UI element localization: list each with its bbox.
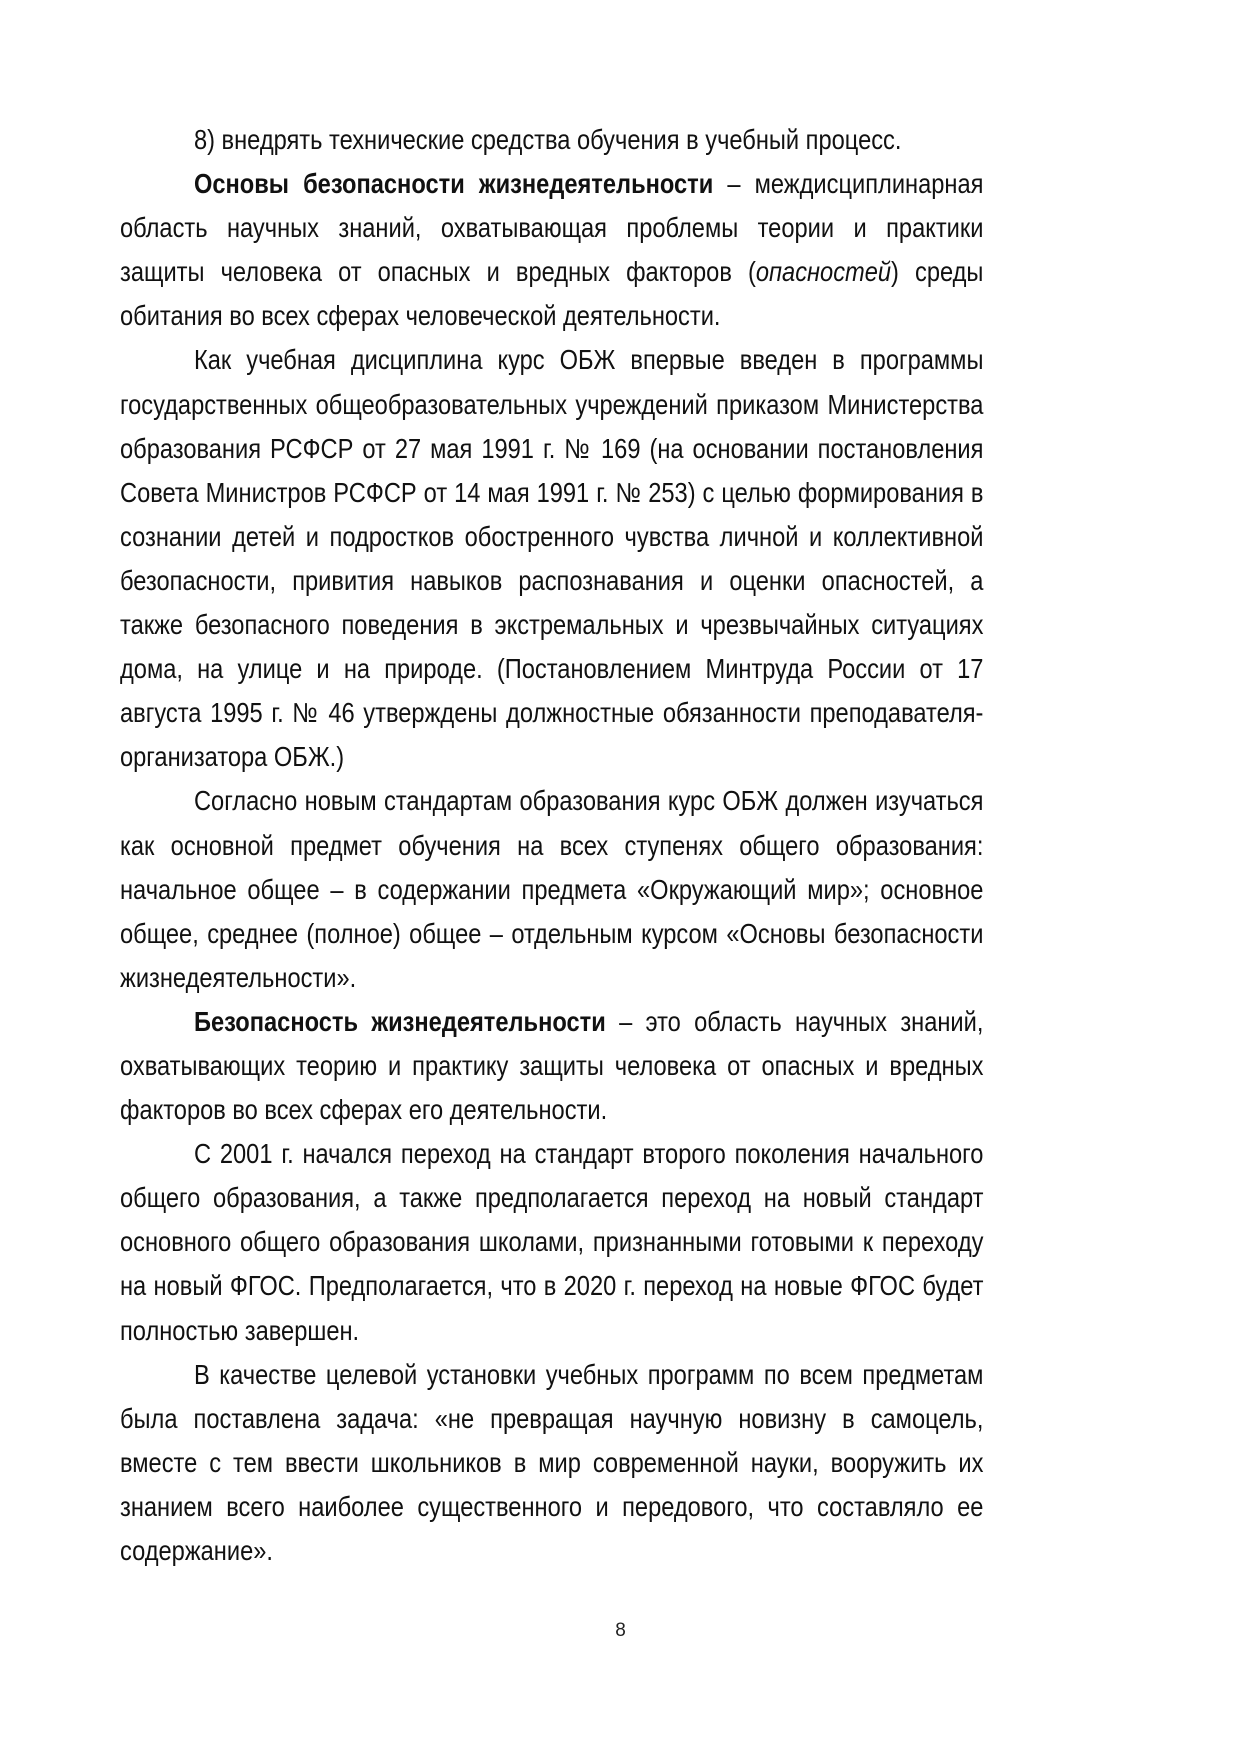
paragraph-osnovy-definition: Основы безопасности жизнедеятельности – междисциплинарная область научных знаний, охватывающая проблемы теории и практики защиты человека от опасных и вредных факторов (опасностей) среды обитания во всех сферах человеческой деятельности. [120,168,984,332]
paragraph-list-item-8: 8) внедрять технические средства обучения в учебный процесс. [193,124,902,155]
paragraph-bzhd-definition: Безопасность жизнедеятельности – это область научных знаний, охватывающих теорию и практику защиты человека от опасных и вредных факторов во всех сферах его деятельности. [120,1005,984,1126]
paragraph-course-history: Как учебная дисциплина курс ОБЖ впервые введен в программы государственных общеобразовательных учреждений приказом Министерства образования РСФСР от 27 мая 1991 г. № 169 (на основании постановления Совета Министров РСФСР от 14 мая 1991 г. № 253) с целью формирования в сознании детей и подростков обостренного чувства личной и коллективной безопасности, привития навыков распознавания и оценки опасностей, а также безопасного поведения в экстремальных и чрезвычайных ситуациях дома, на улице и на природе. (Постановлением Минтруда России от 17 августа 1995 г. № 46 утверждены должностные обязанности преподавателя-организатора ОБЖ.) [120,344,984,773]
body-text [120,118,983,1573]
term-bezopasnost: Безопасность жизнедеятельности [193,1005,606,1037]
page-number: 8 [615,1620,626,1641]
italic-opasnostey: опасностей [755,256,892,288]
paragraph-fgos-transition: С 2001 г. начался переход на стандарт второго поколения начального общего образования, а также предполагается переход на новый стандарт основного общего образования школами, признанными готовыми к переходу на новый ФГОС. Предполагается, что в 2020 г. переход на новые ФГОС будет полностью завершен. [120,1138,984,1346]
paragraph-target-setting: В качестве целевой установки учебных программ по всем предметам была поставлена задача: «не превращая научную новизну в самоцель, вместе с тем ввести школьников в мир современной науки, вооружить их знанием всего наиболее существенного и передового, что составляло ее содержание». [120,1358,984,1566]
paragraph-standards: Согласно новым стандартам образования курс ОБЖ должен изучаться как основной предмет обучения на всех ступенях общего образования: начальное общее – в содержании предмета «Окружающий мир»; основное общее, среднее (полное) общее – отдельным курсом «Основы безопасности жизнедеятельности». [120,785,984,993]
term-osnovy-bezopasnosti: Основы безопасности жизнедеятельности [193,168,714,200]
